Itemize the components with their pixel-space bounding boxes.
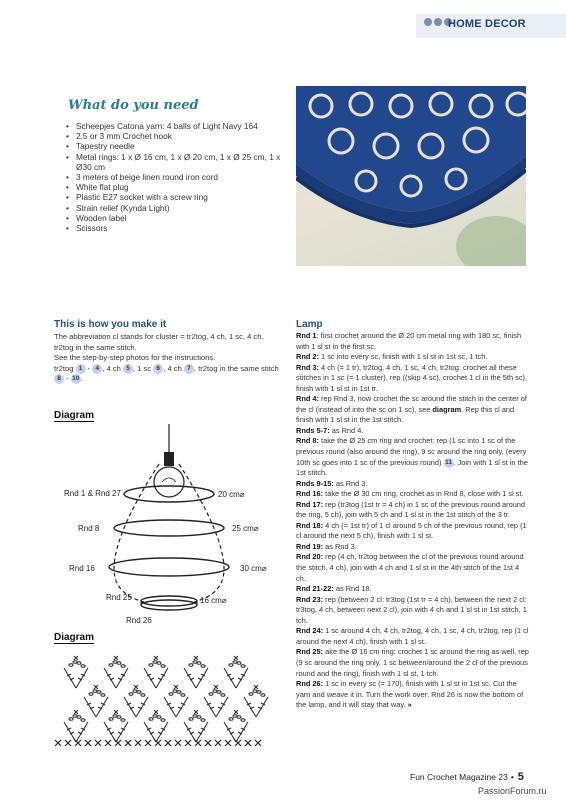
step-number-badge: 11 <box>445 458 452 466</box>
crochet-lampshade-image <box>296 86 526 266</box>
continue-arrow: » <box>405 700 412 710</box>
lamp-heading: Lamp <box>296 319 323 330</box>
cluster-row-2 <box>84 685 268 717</box>
round-instruction: Rnd 24: 1 sc around 4 ch, 4 ch, tr2tog, 4 ch, 1 sc, 4 ch, tr2tog, rep (1 cl around the next 4 ch), finish with 1 sl st. <box>296 626 529 646</box>
diameter-16-label: 16 cm⌀ <box>200 596 227 605</box>
how-to-text <box>54 332 282 385</box>
materials-item: • White flat plug <box>66 182 281 192</box>
round-instruction: Rnd 4: rep Rnd 3, now crochet the sc around the stitch in the center of the cl (instead of into the sc on 1 sc), see diagram. Rep this cl and finish with 1 sl st in the 1st stitch. <box>296 394 527 425</box>
materials-item: • 2.5 or 3 mm Crochet hook <box>66 131 281 141</box>
round-instruction: Rnd 23: rep (between 2 cl: tr3tog (1st tr = 4 ch), between the next 2 cl: tr3tog, 4 ch, between next 2 cl), join with 4 ch and 1 sl st in 1st stitch, 1 tch. <box>296 594 527 625</box>
page-footer <box>410 771 524 783</box>
stitch-diagram-heading: Diagram <box>54 632 95 643</box>
cluster-definition: The abbreviation cl stands for cluster = tr2tog, 4 ch, 1 sc, 4 ch, tr2tog in the same stitch. <box>54 332 264 352</box>
round-instruction: Rnds 5-7: as Rnd 4. <box>296 425 364 435</box>
sc-row <box>55 740 261 746</box>
diameter-25-label: 25 cm⌀ <box>232 524 259 533</box>
watermark-text: PassionForum.ru <box>478 786 547 796</box>
materials-item: • Strain relief (Kynda Light) <box>66 203 281 213</box>
step-number-badge: 4 <box>92 364 102 374</box>
step-number-badge: 5 <box>123 364 133 374</box>
step-number-badge: 1 <box>76 364 86 374</box>
materials-item: • Wooden label <box>66 213 281 223</box>
materials-item: • Metal rings: 1 x Ø 16 cm, 1 x Ø 20 cm, 1 x Ø 25 cm, 1 x Ø30 cm <box>66 152 281 172</box>
step-number-badge: 8 <box>54 374 64 384</box>
round-instruction: Rnd 17: rep (tr3tog (1st tr = 4 ch) in 1 sc of the previous round around the ring, 5 ch), join with 5 ch and 1 sl st in the 1st stitch of the 3 tr. <box>296 499 526 520</box>
rnd8-label: Rnd 8 <box>78 524 100 533</box>
round-instruction: Rnd 20: rep (4 ch, tr2tog between the cl of the previous round around the stitch, 4 ch), join with 4 ch and 1 sl st in the 4th stitch of the 1st 4 ch. <box>296 552 524 583</box>
cluster-row-3 <box>64 710 248 742</box>
step-number-badge: 7 <box>184 364 194 374</box>
materials-item: • Tapestry needle <box>66 141 281 151</box>
round-instruction: Rnd 19: as Rnd 3. <box>296 541 357 551</box>
round-instruction: Rnd 3: 4 ch (= 1 tr), tr2tog, 4 ch, 1 sc, 4 ch, tr2tog: crochet all these stitches in 1 sc (= 1 cluster), rep ((skip 4 sc), crochet 1 cl in the 5th sc), finish with 1 sl st in 1st tr. <box>296 362 528 393</box>
footer-separator-icon: • <box>510 772 514 782</box>
page-number: 5 <box>517 771 524 783</box>
diameter-20-label: 20 cm⌀ <box>218 490 245 499</box>
materials-item: • Scissors <box>66 223 281 233</box>
lamp-diagram-heading: Diagram <box>54 410 95 421</box>
rnd1-27-label: Rnd 1 & Rnd 27 <box>64 489 121 498</box>
cluster-row-1 <box>64 656 248 688</box>
lamp-diagram <box>54 424 284 624</box>
round-instruction: Rnd 18: 4 ch (= 1st tr) of 1 cl around 5 ch of the previous round, rep (1 cl around the next 5 ch), finish with 1 sl st. <box>296 520 527 541</box>
section-title: HOME DECOR <box>448 18 526 30</box>
round-instruction: Rnd 21-22: as Rnd 18. <box>296 584 372 594</box>
diameter-30-label: 30 cm⌀ <box>240 564 267 573</box>
step-sequence: tr2tog 1 - 4 , 4 ch 5 , 1 sc 6 , 4 ch 7 , tr2tog in the same stitch 8 - 10. <box>54 363 279 384</box>
magazine-name: Fun Crochet Magazine 23 <box>410 772 508 782</box>
step-number-badge: 6 <box>153 364 163 374</box>
rnd25-label: Rnd 25 <box>106 593 132 602</box>
round-instruction: Rnd 25: ake the Ø 16 cm ring: crochet 1 sc around the ring as well, rep (9 sc around the ring only, 1 sc between/around the 2 cl of the previous round and the ring), finish with 1 sl st, 1 tch. <box>296 647 529 678</box>
step-number-badge: 10 <box>72 375 80 383</box>
stitch-diagram <box>54 650 284 750</box>
materials-item: • Scheepjes Catona yarn: 4 balls of Light Navy 164 <box>66 121 281 131</box>
lamp-photo <box>296 86 526 266</box>
materials-item: • 3 meters of beige linen round iron cord <box>66 172 281 182</box>
lamp-instructions <box>296 331 530 711</box>
materials-list <box>66 121 281 233</box>
round-instruction: Rnd 16: take the Ø 30 cm ring, crochet as in Rnd 8, close with 1 sl st. <box>296 489 524 499</box>
round-instruction: Rnd 2: 1 sc into every sc, finish with 1 sl st in 1st sc, 1 tch. <box>296 352 488 362</box>
rnd16-label: Rnd 16 <box>69 564 95 573</box>
materials-item: • Plastic E27 socket with a screw ring <box>66 192 281 202</box>
materials-heading: What do you need <box>68 98 199 113</box>
round-instruction: Rnd 8: take the Ø 25 cm ring and crochet: rep (1 sc into 1 sc of the previous round (also around the ring), 9 sc around the ring only, (every 10th sc goes into 1 sc of the previous round) 11 . Join with 1 sl st in the 1st stitch. <box>296 436 528 478</box>
round-instruction: Rnd 26: 1 sc in every sc (= 170), finish with 1 sl st in 1st sc. Cut the yarn and weave it in. Turn the work over: Rnd 26 is now the bottom of the lamp, and it will stay that way. » <box>296 679 524 710</box>
round-instruction: Rnds 9-15: as Rnd 3. <box>296 478 368 488</box>
round-instruction: Rnd 1: first crochet around the Ø 20 cm metal ring with 180 sc, finish with 1 sl st in the first sc. <box>296 331 522 351</box>
photo-reference-note: See the step-by-step photos for the instructions. <box>54 353 216 363</box>
how-to-heading: This is how you make it <box>54 319 167 330</box>
rnd26-label: Rnd 26 <box>126 616 152 624</box>
